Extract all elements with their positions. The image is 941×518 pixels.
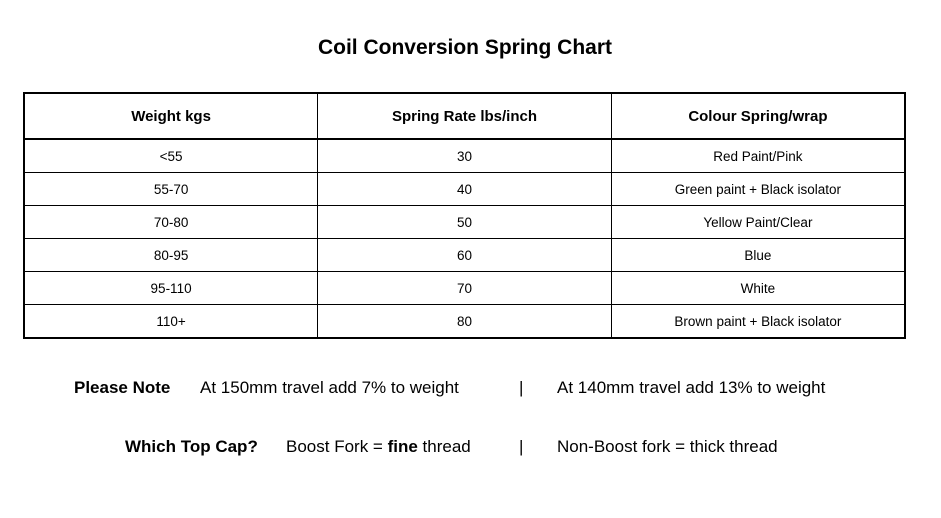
boost-fork-prefix: Boost Fork = [286, 437, 388, 456]
table-row [24, 173, 905, 206]
weight-cell: 95-110 [24, 272, 318, 305]
boost-fork-suffix: thread [417, 437, 471, 456]
boost-fork-bold: fine [387, 437, 418, 456]
colour-cell: Green paint + Black isolator [611, 173, 905, 206]
weight-cell: <55 [24, 139, 318, 173]
colour-cell: Brown paint + Black isolator [611, 305, 905, 339]
table-row [24, 305, 905, 339]
column-header-weight: Weight kgs [24, 93, 318, 139]
spring-rate-cell: 80 [318, 305, 612, 339]
weight-cell: 80-95 [24, 239, 318, 272]
table-row [24, 272, 905, 305]
spring-rate-cell: 60 [318, 239, 612, 272]
weight-cell: 70-80 [24, 206, 318, 239]
boost-fork-text [286, 437, 471, 457]
column-header-spring-rate: Spring Rate lbs/inch [318, 93, 612, 139]
table-row [24, 239, 905, 272]
note-150mm-text: At 150mm travel add 7% to weight [200, 378, 459, 397]
note-140mm-text: At 140mm travel add 13% to weight [557, 378, 826, 397]
colour-cell: Red Paint/Pink [611, 139, 905, 173]
spring-rate-cell: 30 [318, 139, 612, 173]
column-header-colour: Colour Spring/wrap [611, 93, 905, 139]
non-boost-fork-text: Non-Boost fork = thick thread [557, 437, 778, 456]
top-cap-label: Which Top Cap? [125, 437, 258, 456]
top-cap-note [0, 437, 941, 461]
spring-rate-cell: 50 [318, 206, 612, 239]
travel-note [0, 378, 941, 402]
table-header-row [24, 93, 905, 139]
spring-rate-cell: 70 [318, 272, 612, 305]
spring-rate-cell: 40 [318, 173, 612, 206]
weight-cell: 110+ [24, 305, 318, 339]
note-separator: | [519, 378, 524, 397]
top-cap-separator: | [519, 437, 524, 456]
table-row [24, 139, 905, 173]
weight-cell: 55-70 [24, 173, 318, 206]
colour-cell: Yellow Paint/Clear [611, 206, 905, 239]
spring-chart-table [23, 92, 906, 339]
note-label: Please Note [74, 378, 171, 397]
colour-cell: Blue [611, 239, 905, 272]
page-title: Coil Conversion Spring Chart [317, 36, 613, 59]
colour-cell: White [611, 272, 905, 305]
table-row [24, 206, 905, 239]
